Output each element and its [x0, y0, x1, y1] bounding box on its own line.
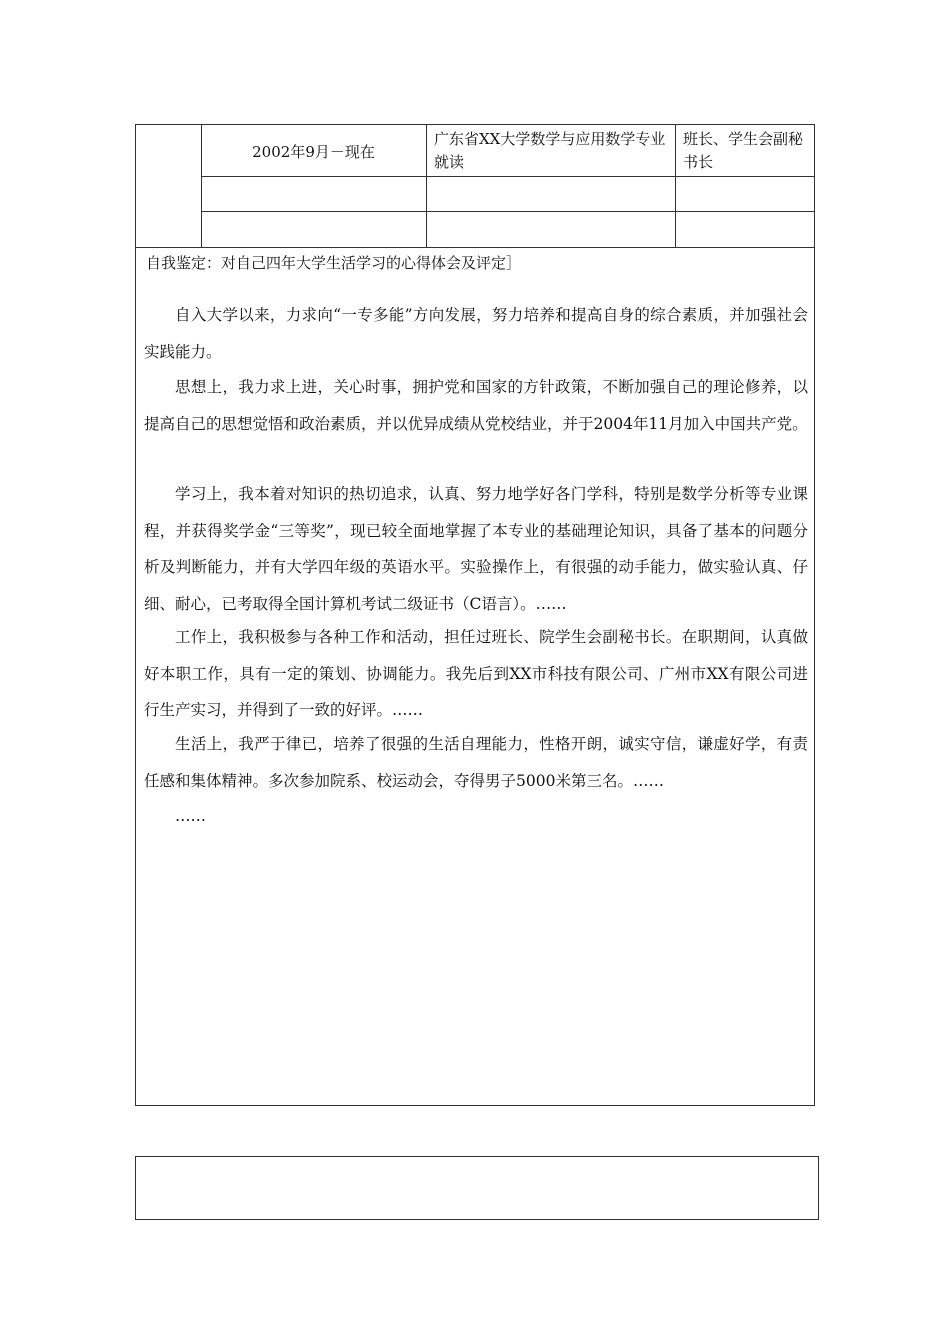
position-cell: 班长、学生会副秘书长: [683, 130, 804, 171]
row-divider: [201, 211, 814, 212]
bottom-empty-box: [135, 1156, 819, 1220]
paragraph-intro: 自入大学以来，力求向“一专多能”方向发展，努力培养和提高自身的综合素质，并加强社会实践能力。: [144, 306, 808, 361]
paragraph-ellipsis: ……: [175, 807, 206, 825]
column-divider: [426, 125, 427, 247]
self-evaluation-box: [135, 247, 815, 1106]
paragraph-work: 工作上，我积极参与各种工作和活动，担任过班长、院学生会副秘书长。在职期间，认真做好本职工作，具有一定的策划、协调能力。我先后到XX市科技有限公司、广州市XX有限公司进行生产实习，并得到了一致的好评。……: [144, 628, 808, 719]
paragraph-life: 生活上，我严于律已，培养了很强的生活自理能力，性格开朗，诚实守信，谦虚好学，有责任感和集体精神。多次参加院系、校运动会，夺得男子5000米第三名。……: [144, 735, 808, 790]
education-table: [135, 124, 815, 247]
column-divider: [675, 125, 676, 247]
row-divider: [201, 176, 814, 177]
period-cell: 2002年9月－现在: [252, 143, 375, 161]
paragraph-study: 学习上，我本着对知识的热切追求，认真、努力地学好各门学科，特别是数学分析等专业课程，并获得奖学金“三等奖”，现已较全面地掌握了本专业的基础理论知识，具备了基本的问题分析及判断能力，并有大学四年级的英语水平。实验操作上，有很强的动手能力，做实验认真、仔细、耐心，已考取得全国计算机考试二级证书（C语言）。……: [144, 485, 808, 613]
school-cell: 广东省XX大学数学与应用数学专业就读: [434, 130, 666, 171]
paragraph-ideology: 思想上，我力求上进，关心时事，拥护党和国家的方针政策，不断加强自己的理论修养，以提高自己的思想觉悟和政治素质，并以优异成绩从党校结业，并于2004年11月加入中国共产党。: [144, 378, 808, 433]
self-evaluation-heading: 自我鉴定：对自己四年大学生活学习的心得体会及评定］: [146, 254, 522, 272]
